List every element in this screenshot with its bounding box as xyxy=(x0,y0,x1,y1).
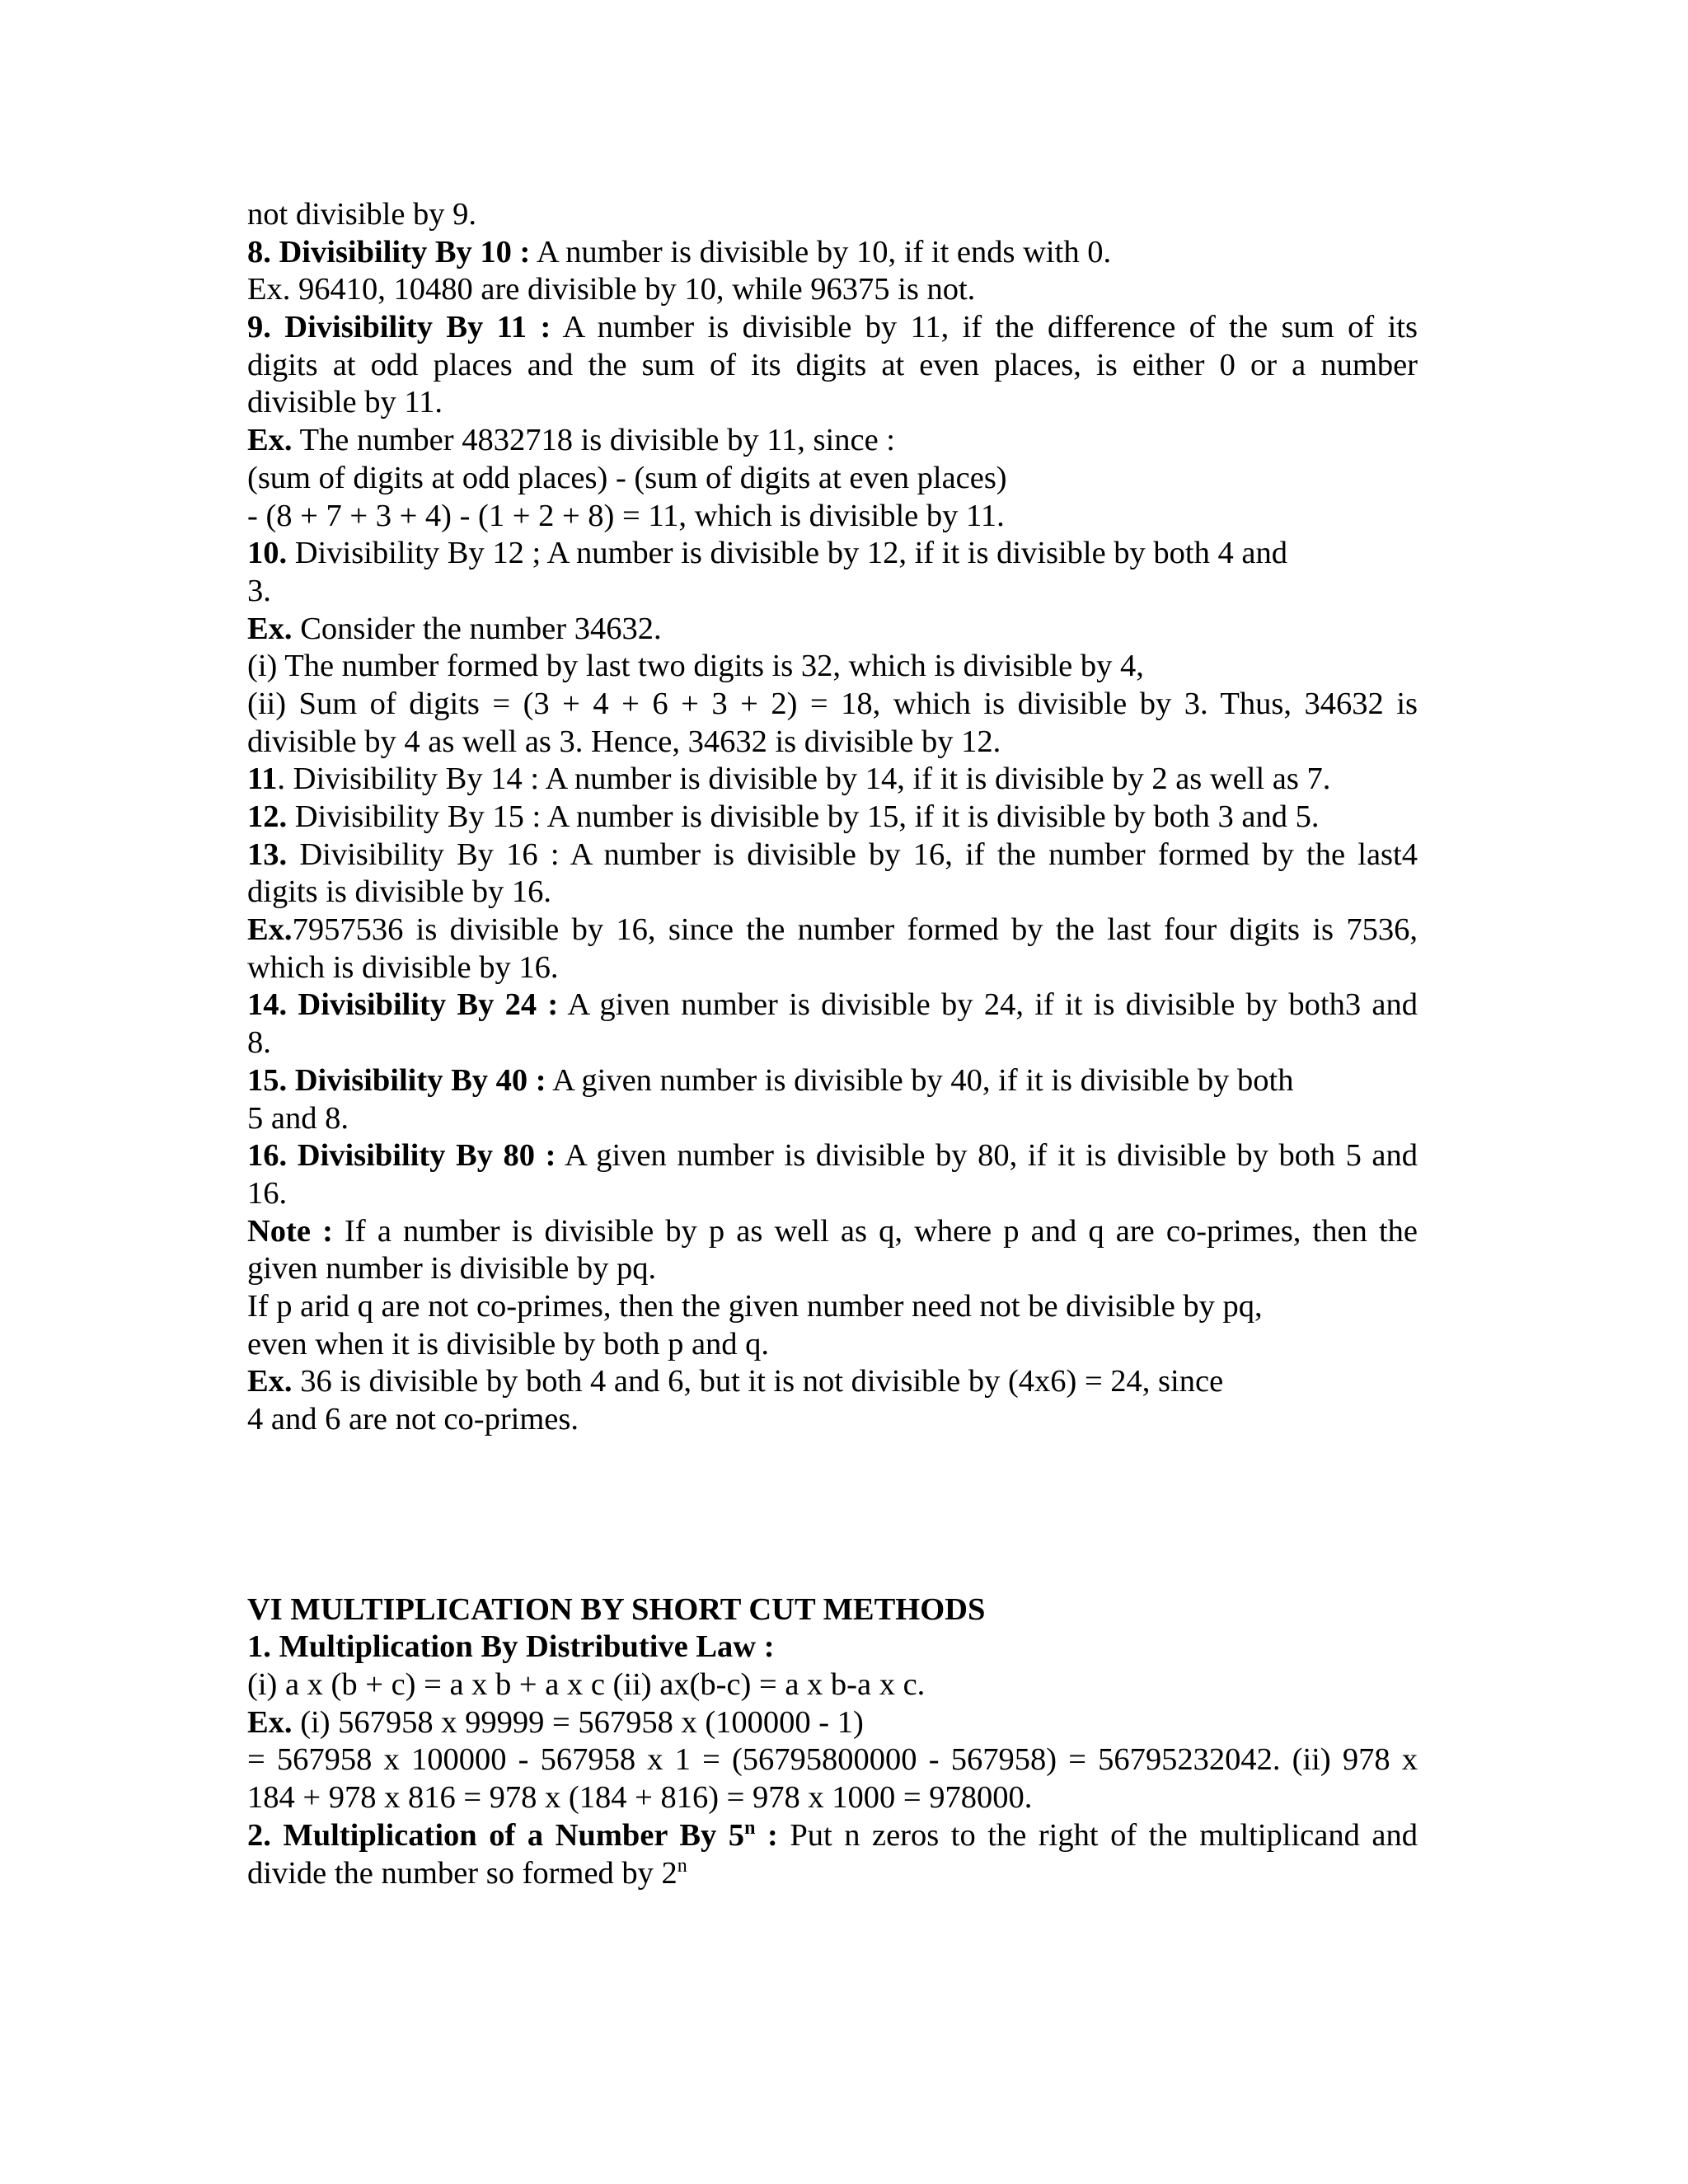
text-span: Divisibility By 12 ; A number is divisible by 12, if it is divisible by both 4 and xyxy=(287,536,1287,571)
text-line xyxy=(247,686,1418,724)
text-span: A number is divisible by 11, if the difference of the sum of its xyxy=(551,310,1418,345)
text-line xyxy=(247,1855,1418,1893)
superscript: n xyxy=(744,1816,756,1839)
text-span: . Divisibility By 14 : A number is divisible by 14, if it is divisible by 2 as well as 7. xyxy=(277,762,1331,797)
rule-heading: 16. Divisibility By 80 : xyxy=(247,1138,556,1174)
text-span: not divisible by 9. xyxy=(247,197,477,232)
section-heading xyxy=(247,1591,1418,1629)
text-span: (i) 567958 x 99999 = 567958 x (100000 - 1) xyxy=(292,1704,864,1740)
text-span: A given number is divisible by 80, if it is divisible by both 5 and xyxy=(556,1138,1418,1174)
rule-heading: 15. Divisibility By 40 : xyxy=(247,1062,546,1098)
text-span: If a number is divisible by p as well as q, where p and q are co-primes, then the xyxy=(332,1213,1418,1249)
example-line xyxy=(247,422,1418,460)
text-line xyxy=(247,724,1418,762)
page-content xyxy=(247,196,1418,1892)
text-line xyxy=(247,1100,1418,1138)
rule-15 xyxy=(247,799,1418,837)
text-span: (ii) Sum of digits = (3 + 4 + 6 + 3 + 2) = 18, which is divisible by 3. Thus, 34632 is xyxy=(247,686,1418,721)
rule-number: 13. xyxy=(247,837,288,872)
text-line xyxy=(247,196,1418,234)
text-span: = 567958 x 100000 - 567958 x 1 = (56795800000 - 567958) = 56795232042. (ii) 978 x xyxy=(247,1742,1418,1778)
rule-heading: 8. Divisibility By 10 : xyxy=(247,234,531,269)
text-line xyxy=(247,1666,1418,1704)
text-span: divisible by 4 as well as 3. Hence, 34632 is divisible by 12. xyxy=(247,724,1001,759)
note-label: Note : xyxy=(247,1213,333,1249)
text-span: 36 is divisible by both 4 and 6, but it is not divisible by (4x6) = 24, since xyxy=(292,1364,1224,1399)
text-line xyxy=(247,1741,1418,1779)
text-line xyxy=(247,1288,1418,1326)
text-span: divide the number so formed by 2 xyxy=(247,1855,678,1891)
text-span: Divisibility By 15 : A number is divisible by 15, if it is divisible by both 3 and 5. xyxy=(287,799,1320,834)
text-span: - (8 + 7 + 3 + 4) - (1 + 2 + 8) = 11, which is divisible by 11. xyxy=(247,498,1005,533)
text-span: given number is divisible by pq. xyxy=(247,1251,657,1286)
text-span: 184 + 978 x 816 = 978 x (184 + 816) = 978 x 1000 = 978000. xyxy=(247,1780,1033,1816)
example-line xyxy=(247,611,1418,649)
text-span: If p arid q are not co-primes, then the given number need not be divisible by pq, xyxy=(247,1288,1263,1324)
rule-12 xyxy=(247,535,1418,573)
rule-16 xyxy=(247,837,1418,874)
text-line xyxy=(247,384,1418,422)
text-span: which is divisible by 16. xyxy=(247,949,559,985)
example-label: Ex. xyxy=(247,1704,293,1740)
text-span: digits at odd places and the sum of its digits at even places, is either 0 or a number xyxy=(247,347,1418,382)
text-span: 16. xyxy=(247,1175,288,1211)
text-line xyxy=(247,1175,1418,1213)
text-line xyxy=(247,1326,1418,1364)
example-label: Ex. xyxy=(247,1364,293,1399)
text-span: Ex. 96410, 10480 are divisible by 10, while 96375 is not. xyxy=(247,272,976,307)
text-line xyxy=(247,460,1418,498)
text-span: divisible by 11. xyxy=(247,385,443,420)
text-line xyxy=(247,949,1418,987)
example-line xyxy=(247,271,1418,309)
text-span: 8. xyxy=(247,1025,271,1061)
text-span: A given number is divisible by 24, if it is divisible by both3 and xyxy=(558,987,1418,1023)
rule-14 xyxy=(247,761,1418,799)
text-line xyxy=(247,874,1418,912)
rule-number: 10. xyxy=(247,536,288,571)
text-span: 3. xyxy=(247,573,271,608)
example-line xyxy=(247,912,1418,949)
subsection-heading-text xyxy=(247,1818,778,1853)
subsection-heading xyxy=(247,1629,1418,1666)
example-label: Ex. xyxy=(247,611,293,646)
text-line xyxy=(247,1779,1418,1817)
text-span: (i) a x (b + c) = a x b + a x c (ii) ax(b-c) = a x b-a x c. xyxy=(247,1667,926,1703)
subsection-heading-text: 1. Multiplication By Distributive Law : xyxy=(247,1629,775,1665)
example-line xyxy=(247,1363,1418,1401)
text-span: 7957536 is divisible by 16, since the number formed by the last four digits is 7536, xyxy=(292,912,1418,948)
rule-80 xyxy=(247,1137,1418,1175)
text-span: Divisibility By 16 : A number is divisible by 16, if the number formed by the last4 xyxy=(287,837,1418,872)
example-line xyxy=(247,1704,1418,1742)
text-span: A number is divisible by 10, if it ends with 0. xyxy=(530,234,1112,269)
rule-heading: 14. Divisibility By 24 : xyxy=(247,987,559,1023)
text-line xyxy=(247,1250,1418,1288)
rule-number: 11 xyxy=(247,762,278,797)
example-label: Ex. xyxy=(247,912,293,948)
rule-heading: 9. Divisibility By 11 : xyxy=(247,310,551,345)
text-span: 4 and 6 are not co-primes. xyxy=(247,1402,579,1436)
subsection-heading xyxy=(247,1817,1418,1855)
text-line xyxy=(247,1401,1418,1439)
text-span: Consider the number 34632. xyxy=(292,611,662,646)
section-heading-text: VI MULTIPLICATION BY SHORT CUT METHODS xyxy=(247,1591,986,1627)
superscript: n xyxy=(677,1854,687,1877)
text-span: (sum of digits at odd places) - (sum of digits at even places) xyxy=(247,460,1007,495)
text-line xyxy=(247,498,1418,536)
rule-number: 12. xyxy=(247,799,288,834)
text-span: A given number is divisible by 40, if it is divisible by both xyxy=(546,1062,1294,1098)
text-span: 5 and 8. xyxy=(247,1100,349,1136)
text-line xyxy=(247,1024,1418,1062)
heading-text: 2. Multiplication of a Number By 5 xyxy=(247,1817,745,1853)
rule-10 xyxy=(247,234,1418,272)
rule-24 xyxy=(247,987,1418,1024)
section-spacer xyxy=(247,1439,1418,1591)
text-span: digits is divisible by 16. xyxy=(247,874,551,910)
rule-11 xyxy=(247,309,1418,347)
text-span: even when it is divisible by both p and q. xyxy=(247,1326,770,1361)
text-line xyxy=(247,648,1418,686)
text-span: The number 4832718 is divisible by 11, since : xyxy=(292,423,895,458)
example-label: Ex. xyxy=(247,423,293,458)
text-line xyxy=(247,347,1418,385)
heading-colon: : xyxy=(755,1817,778,1853)
text-span: Put n zeros to the right of the multiplicand and xyxy=(777,1817,1418,1853)
text-line xyxy=(247,573,1418,611)
rule-40 xyxy=(247,1062,1418,1100)
text-span: (i) The number formed by last two digits is 32, which is divisible by 4, xyxy=(247,649,1144,684)
note-line xyxy=(247,1213,1418,1251)
